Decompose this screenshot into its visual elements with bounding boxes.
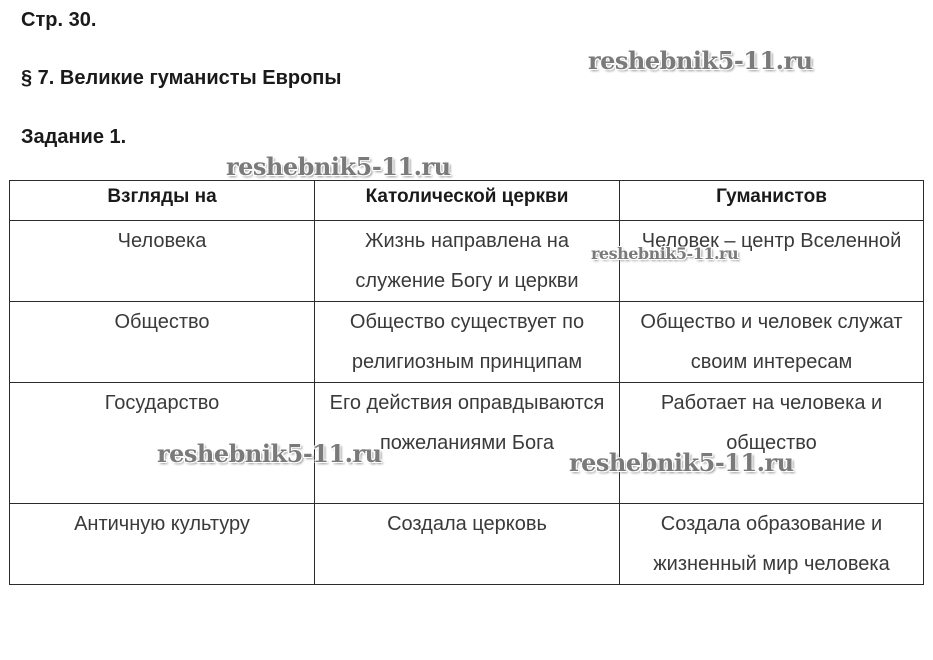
- watermark: reshebnik5-11.ru: [591, 244, 739, 263]
- section-title: § 7. Великие гуманисты Европы: [21, 67, 342, 89]
- table-row: [10, 221, 924, 302]
- table-row: [10, 383, 924, 504]
- table-cell: Его действия оправдываются пожеланиями Бога: [315, 383, 620, 504]
- watermark: reshebnik5-11.ru: [569, 448, 794, 477]
- table-cell: Жизнь направлена на служение Богу и церкви: [315, 221, 620, 302]
- table-row: [10, 504, 924, 585]
- table-row: [10, 302, 924, 383]
- table-cell: Общество: [10, 302, 315, 383]
- table-cell: Государство: [10, 383, 315, 504]
- page-number: Стр. 30.: [21, 9, 97, 31]
- table-cell: Работает на человека и общество: [620, 383, 924, 504]
- table-cell: Человека: [10, 221, 315, 302]
- task-title: Задание 1.: [21, 126, 127, 148]
- watermark: reshebnik5-11.ru: [157, 439, 382, 468]
- header-catholic-church: Католической церкви: [315, 181, 620, 221]
- table-cell: Общество и человек служат своим интересам: [620, 302, 924, 383]
- table-cell: Создала образование и жизненный мир человека: [620, 504, 924, 585]
- comparison-table: [9, 180, 924, 585]
- table-cell: Создала церковь: [315, 504, 620, 585]
- watermark: reshebnik5-11.ru: [588, 46, 813, 75]
- table-header-row: [10, 181, 924, 221]
- table-cell: Античную культуру: [10, 504, 315, 585]
- header-views-on: Взгляды на: [10, 181, 315, 221]
- table-cell: Человек – центр Вселенной: [620, 221, 924, 302]
- header-humanists: Гуманистов: [620, 181, 924, 221]
- table-cell: Общество существует по религиозным принципам: [315, 302, 620, 383]
- watermark: reshebnik5-11.ru: [226, 152, 451, 181]
